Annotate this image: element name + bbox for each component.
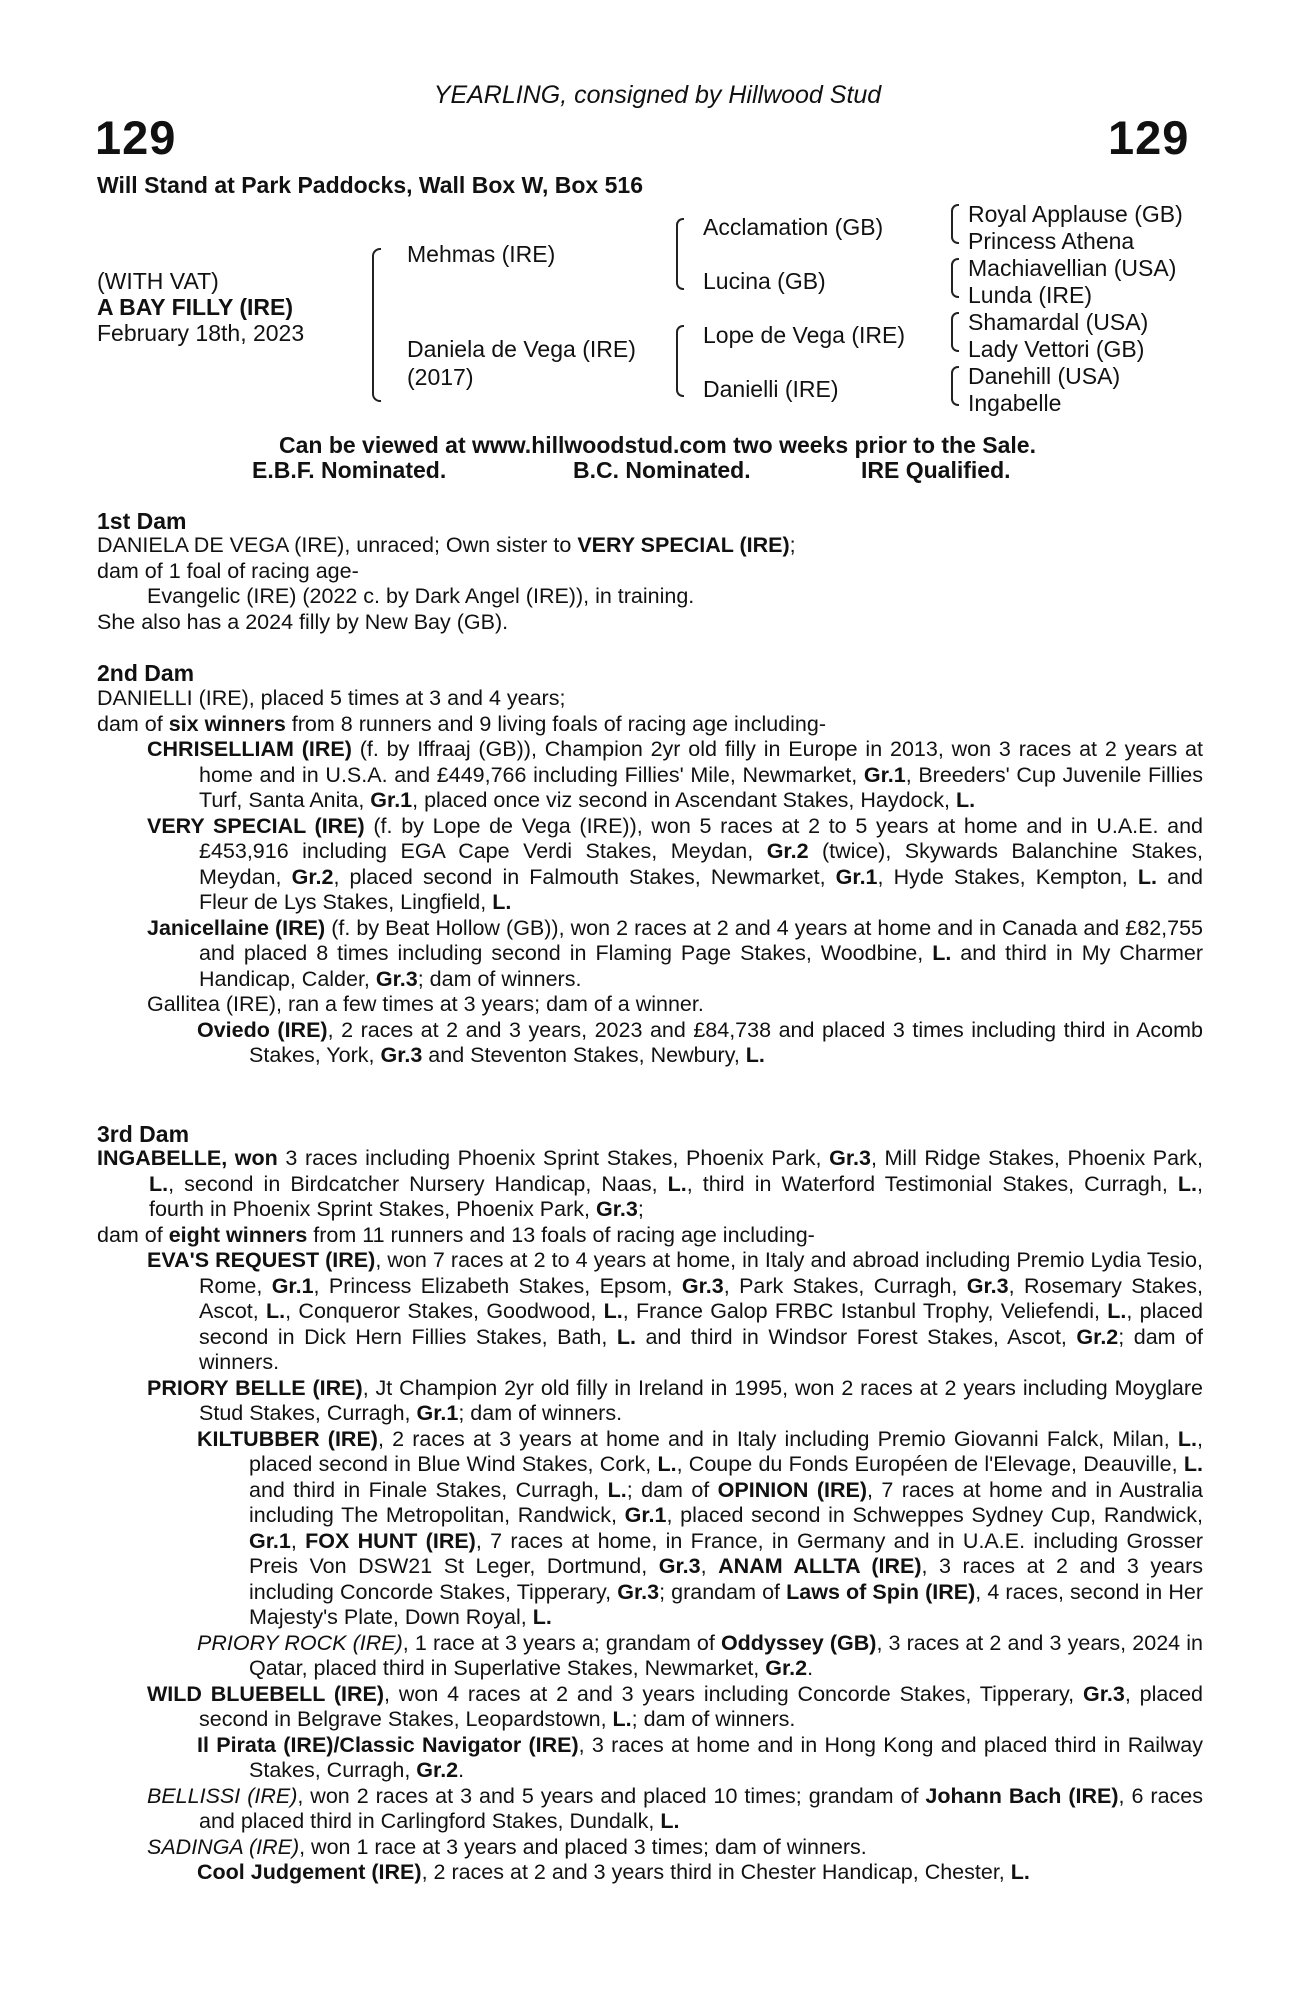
g3-4: Lunda (IRE): [968, 282, 1093, 308]
ebf-note: E.B.F. Nominated.: [252, 457, 447, 483]
sire-sire: Acclamation (GB): [703, 214, 884, 240]
horse-dob: February 18th, 2023: [97, 320, 305, 346]
third-dam-heading: 3rd Dam: [97, 1121, 190, 1147]
g3-6: Lady Vettori (GB): [968, 336, 1145, 362]
pedigree-brace-g3-3: [951, 312, 959, 352]
pedigree-brace-dam: [676, 325, 684, 397]
third-dam-text: INGABELLE, won 3 races including Phoenix Sprint Stakes, Phoenix Park, Gr.3, Mill Ridge Stakes, Phoenix Park, L., second in Birdcatcher Nursery Handicap, Naas, L., third in Waterford Testimonial Stakes, Curragh, L., fourth in Phoenix Sprint Stakes, Phoenix Park, Gr.3; dam of eight winners from 11 runners and 13 foals of racing age including- EVA'S REQUEST (IRE), won 7 races at 2 to 4 years at home, in Italy and abroad including Premio Lydia Tesio, Rome, Gr.1, Princess Elizabeth Stakes, Epsom, Gr.3, Park Stakes, Curragh, Gr.3, Rosemary Stakes, Ascot, L., Conqueror Stakes, Goodwood, L., France Galop FRBC Istanbul Trophy, Veliefendi, L., placed second in Dick Hern Fillies Stakes, Bath, L. and third in Windsor Forest Stakes, Ascot, Gr.2; dam of winners. PRIORY BELLE (IRE), Jt Champion 2yr old filly in Ireland in 1995, won 2 races at 2 years including Moyglare Stud Stakes, Curragh, Gr.1; dam of winners. KILTUBBER (IRE), 2 races at 3 years at home and in Italy including Premio Giovanni Falck, Milan, L., placed second in Blue Wind Stakes, Cork, L., Coupe du Fonds Européen de l'Elevage, Deauville, L. and third in Finale Stakes, Curragh, L.; dam of OPINION (IRE), 7 races at home and in Australia including The Metropolitan, Randwick, Gr.1, placed second in Schweppes Sydney Cup, Randwick, Gr.1, FOX HUNT (IRE), 7 races at home, in France, in Germany and in U.A.E. including Grosser Preis Von DSW21 St Leger, Dortmund, Gr.3, ANAM ALLTA (IRE), 3 races at 2 and 3 years including Concorde Stakes, Tipperary, Gr.3; grandam of Laws of Spin (IRE), 4 races, second in Her Majesty's Plate, Down Royal, L. PRIORY ROCK (IRE), 1 race at 3 years a; grandam of Oddyssey (GB), 3 races at 2 and 3 years, 2024 in Qatar, placed third in Superlative Stakes, Newmarket, Gr.2. WILD BLUEBELL (IRE), won 4 races at 2 and 3 years including Concorde Stakes, Tipperary, Gr.3, placed second in Belgrave Stakes, Leopardstown, L.; dam of winners. Il Pirata (IRE)/Classic Navigator (IRE), 3 races at home and in Hong Kong and placed third in Railway Stakes, Curragh, Gr.2. BELLISSI (IRE), won 2 races at 3 and 5 years and placed 10 times; grandam of Johann Bach (IRE), 6 races and placed third in Carlingford Stakes, Dundalk, L. SADINGA (IRE), won 1 race at 3 years and placed 3 times; dam of winners. Cool Judgement (IRE), 2 races at 2 and 3 years third in Chester Handicap, Chester, L.: [97, 1146, 1204, 1884]
g3-7: Danehill (USA): [968, 363, 1121, 389]
dam-name: Daniela de Vega (IRE): [407, 336, 636, 362]
g3-3: Machiavellian (USA): [968, 255, 1177, 281]
sire-dam: Lucina (GB): [703, 268, 826, 294]
viewing-note: Can be viewed at www.hillwoodstud.com two weeks prior to the Sale.: [278, 432, 1036, 458]
pedigree-brace-g3-4: [951, 366, 959, 406]
dam-dam: Danielli (IRE): [703, 376, 839, 402]
first-dam-text: DANIELA DE VEGA (IRE), unraced; Own sister to VERY SPECIAL (IRE); dam of 1 foal of racing age- Evangelic (IRE) (2022 c. by Dark Angel (IRE)), in training. She also has a 2024 filly by New Bay (GB).: [97, 533, 796, 634]
second-dam-text: DANIELLI (IRE), placed 5 times at 3 and 4 years; dam of six winners from 8 runners and 9 living foals of racing age including- CHRISELLIAM (IRE) (f. by Iffraaj (GB)), Champion 2yr old filly in Europe in 2013, won 3 races at 2 years at home and in U.S.A. and £449,766 including Fillies' Mile, Newmarket, Gr.1, Breeders' Cup Juvenile Fillies Turf, Santa Anita, Gr.1, placed once viz second in Ascendant Stakes, Haydock, L. VERY SPECIAL (IRE) (f. by Lope de Vega (IRE)), won 5 races at 2 to 5 years at home and in U.A.E. and £453,916 including EGA Cape Verdi Stakes, Meydan, Gr.2 (twice), Skywards Balanchine Stakes, Meydan, Gr.2, placed second in Falmouth Stakes, Newmarket, Gr.1, Hyde Stakes, Kempton, L. and Fleur de Lys Stakes, Lingfield, L. Janicellaine (IRE) (f. by Beat Hollow (GB)), won 2 races at 2 and 4 years at home and in Canada and £82,755 and placed 8 times including second in Flaming Page Stakes, Woodbine, L. and third in My Charmer Handicap, Calder, Gr.3; dam of winners. Gallitea (IRE), ran a few times at 3 years; dam of a winner. Oviedo (IRE), 2 races at 2 and 3 years, 2023 and £84,738 and placed 3 times including third in Acomb Stakes, York, Gr.3 and Steventon Stakes, Newbury, L.: [97, 686, 1204, 1067]
horse-name: A BAY FILLY (IRE): [97, 294, 293, 320]
g3-2: Princess Athena: [968, 228, 1135, 254]
sire-name: Mehmas (IRE): [407, 241, 556, 267]
ire-note: IRE Qualified.: [861, 457, 1011, 483]
lot-number-left: 129: [95, 111, 177, 164]
dam-sire: Lope de Vega (IRE): [703, 322, 906, 348]
pedigree-brace-g3-1: [951, 204, 959, 244]
pedigree-brace-g3-2: [951, 258, 959, 298]
bc-note: B.C. Nominated.: [573, 457, 751, 483]
dam-year: (2017): [407, 364, 474, 390]
second-dam-heading: 2nd Dam: [97, 660, 195, 686]
pedigree-brace-main: [372, 248, 381, 402]
g3-1: Royal Applause (GB): [968, 201, 1183, 227]
first-dam-heading: 1st Dam: [97, 508, 187, 534]
sale-subtitle: YEARLING, consigned by Hillwood Stud: [433, 81, 882, 109]
lot-number-right: 129: [1108, 111, 1190, 164]
stand-location: Will Stand at Park Paddocks, Wall Box W, Box 516: [97, 172, 643, 198]
g3-8: Ingabelle: [968, 390, 1062, 416]
vat-label: (WITH VAT): [97, 268, 219, 294]
pedigree-brace-sire: [676, 218, 684, 290]
g3-5: Shamardal (USA): [968, 309, 1149, 335]
